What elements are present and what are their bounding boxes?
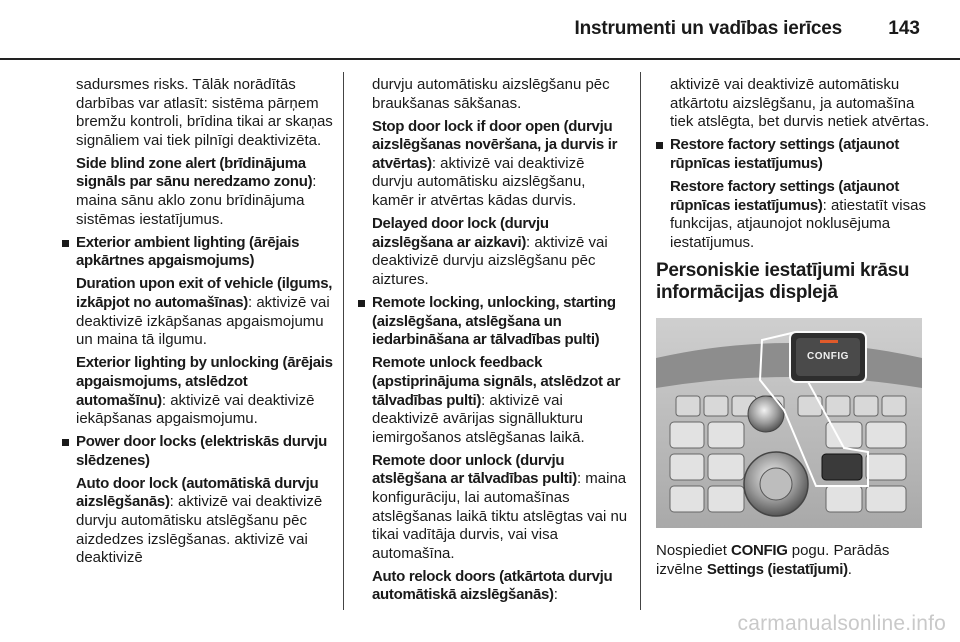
bullet-title: Remote locking, unlocking, starting (aizslēgšana, atslēgšana un iedarbināšana ar tālvadības pulti) [372, 294, 616, 349]
term: Stop door lock if door open (durvju aizslēgšanas novēršana, ja durvis ir atvērtas) [372, 117, 618, 172]
bullet-square-icon [656, 142, 663, 149]
header-title: Instrumenti un vadības ierīces [574, 18, 842, 39]
bullet-title: Exterior ambient lighting (ārējais apkārtnes apgaismojums) [76, 233, 300, 270]
bullet-title: Restore factory settings (atjaunot rūpnīcas iestatījumus) [670, 136, 900, 172]
caption-text: . [847, 560, 852, 578]
caption-term: Settings (iestatījumi) [706, 560, 848, 578]
term: Delayed door lock (durvju aizslēgšana ar aizkavi) [372, 215, 549, 251]
definition: : aktivizē vai deaktivizē izkāpšanas apgaismojumu un maina tā ilgumu. [76, 294, 330, 349]
paragraph: sadursmes risks. Tālāk norādītās darbības var atlasīt: sistēma pārņem bremžu kontroli, brīdina tikai ar skaņas signāliem vai tiek pilnīgi deaktivizēta. [76, 76, 333, 149]
definition: : aktivizē vai deaktivizē iekāpšanas apgaismojumu. [76, 391, 315, 428]
definition: : [553, 586, 558, 604]
definition: : atiestatīt visas funkcijas, atjaunojot noklusējuma iestatījumus. [670, 196, 926, 251]
paragraph [62, 275, 334, 349]
definition: : aktivizē vai deaktivizē avārijas signāllukturu iemirgošanos atslēgšanas laikā. [372, 391, 585, 446]
paragraph [62, 155, 334, 229]
term: Remote door unlock (durvju atslēgšana ar tālvadības pulti) [372, 451, 577, 488]
caption-text: pogu. Parādās izvēlne [656, 542, 890, 578]
config-panel-photo [656, 318, 922, 528]
bullet-square-icon [358, 300, 365, 307]
definition: : maina konfigurāciju, lai automašīnas atslēgšanas laikā tiktu atslēgtas vai nu tikai vadītāja durvis, vai visa automašīna. [372, 470, 628, 562]
term: Side blind zone alert (brīdinājuma signāls par sānu neredzamo zonu) [76, 154, 313, 191]
bullet-item [62, 234, 334, 271]
term: Duration upon exit of vehicle (ilgums, izkāpjot no automašīnas) [76, 275, 333, 312]
term: Restore factory settings (atjaunot rūpnīcas iestatījumus) [670, 177, 900, 214]
definition: : aktivizē vai deaktivizē durvju automātisku aizslēgšanu, kamēr ir atvērtas kādas durvis. [372, 154, 586, 210]
paragraph [358, 215, 628, 289]
column-3 [656, 76, 932, 584]
paragraph: aktivizē vai deaktivizē automātisku atkārtotu aizslēgšanu, ja automašīna tiek atslēgta, bet durvis netiek atvērtas. [670, 76, 930, 131]
bullet-square-icon [62, 439, 69, 446]
paragraph [62, 354, 334, 428]
caption-term: CONFIG [731, 542, 788, 560]
bullet-item [358, 294, 628, 350]
definition: : maina sānu aklo zonu brīdinājuma sistēmas iestatījumus. [76, 173, 317, 228]
column-divider-1 [343, 72, 344, 610]
paragraph [358, 354, 628, 447]
page-header [0, 0, 960, 58]
term: Auto relock doors (atkārtota durvju automātiskā aizslēgšanās) [372, 567, 613, 604]
column-2 [358, 76, 628, 610]
bullet-item [62, 433, 334, 470]
center-console-illustration [656, 318, 922, 528]
paragraph [358, 118, 628, 211]
column-1 [62, 76, 334, 572]
section-heading: Personiskie iestatījumi krāsu informācijas displejā [656, 260, 910, 304]
config-button-label: CONFIG [807, 351, 849, 363]
watermark: carmanualsonline.info [737, 612, 946, 635]
paragraph [358, 452, 628, 564]
bullet-square-icon [62, 240, 69, 247]
bullet-title: Power door locks (elektriskās durvju slēdzenes) [76, 433, 327, 469]
term: Exterior lighting by unlocking (ārējais apgaismojums, atslēdzot automašīnu) [76, 354, 333, 409]
paragraph: durvju automātisku aizslēgšanu pēc braukšanas sākšanas. [372, 76, 610, 112]
definition: : aktivizē vai deaktivizē durvju aizslēgšanu pēc aiztures. [372, 233, 608, 288]
photo-caption [656, 542, 932, 579]
header-rule [0, 58, 960, 60]
definition: : aktivizē vai deaktivizē durvju automātisku atslēgšanu pēc aizdedzes izslēgšanas. aktivizē vai deaktivizē [76, 493, 323, 567]
page-number: 143 [888, 18, 920, 39]
column-divider-2 [640, 72, 641, 610]
term: Auto door lock (automātiskā durvju aizslēgšanās) [76, 474, 319, 511]
bullet-item [656, 136, 932, 173]
paragraph [358, 568, 628, 605]
paragraph [62, 475, 334, 568]
term: Remote unlock feedback (apstiprinājuma signāls, atslēdzot ar tālvadības pulti) [372, 354, 621, 409]
paragraph [656, 178, 932, 252]
caption-text: Nospiediet [656, 542, 732, 560]
